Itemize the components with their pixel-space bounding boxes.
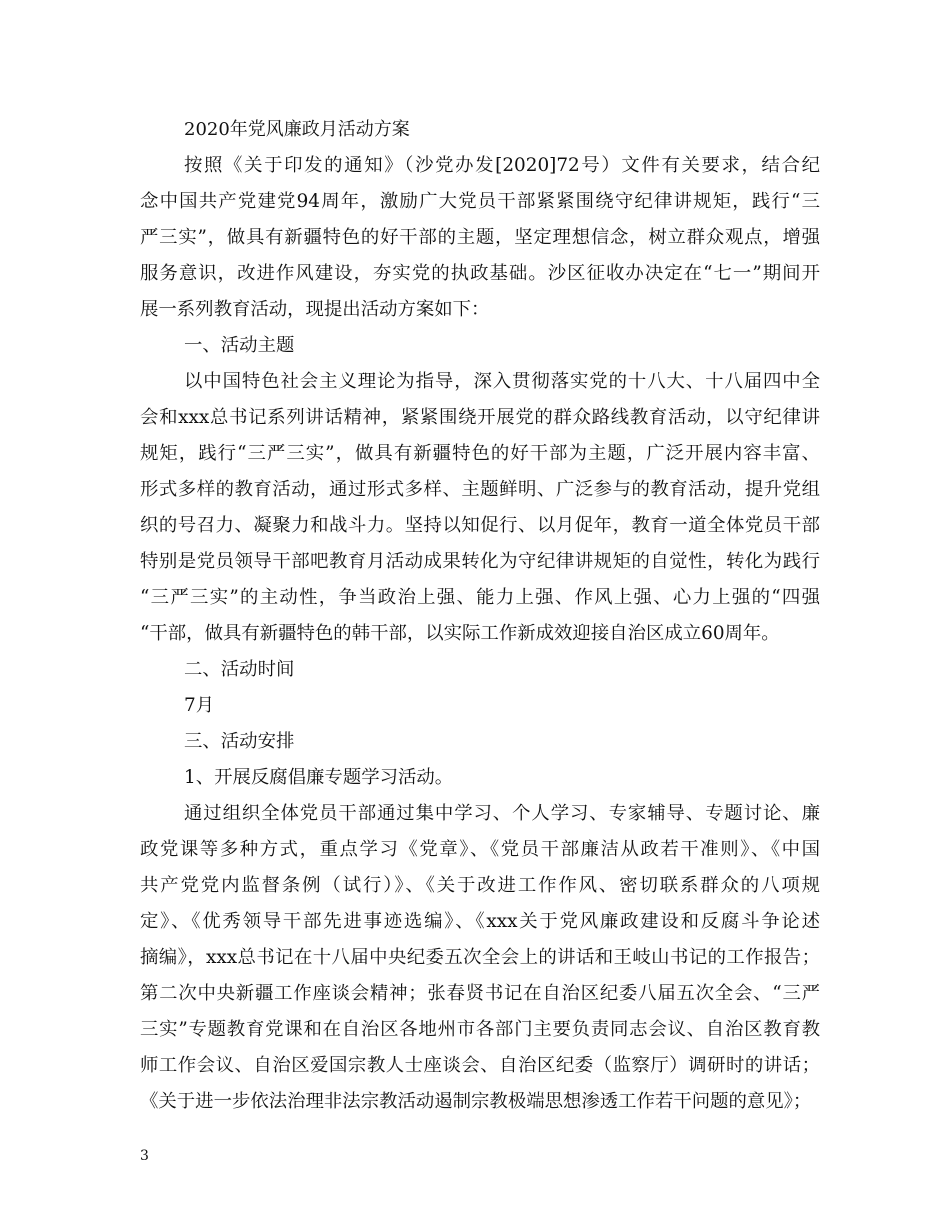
paragraph-line: 形式多样的教育活动，通过形式多样、主题鲜明、广泛参与的教育活动，提升党组	[140, 479, 820, 500]
paragraph-line: 规矩，践行“三严三实”，做具有新疆特色的好干部为主题，广泛开展内容丰富、	[140, 443, 820, 464]
paragraph-line: 念中国共产党建党94周年，激励广大党员干部紧紧围绕守纪律讲规矩，践行“三	[140, 191, 820, 212]
paragraph-line: 《关于进一步依法治理非法宗教活动遏制宗教极端思想渗透工作若干问题的意见》；	[140, 1091, 812, 1112]
paragraph-line: “三严三实”的主动性，争当政治上强、能力上强、作风上强、心力上强的“四强	[140, 587, 820, 608]
paragraph-line: 会和xxx总书记系列讲话精神，紧紧围绕开展党的群众路线教育活动，以守纪律讲	[140, 407, 820, 428]
paragraph-line: 共产党党内监督条例（试行）》、《关于改进工作作风、密切联系群众的八项规	[140, 875, 820, 896]
paragraph-line: 织的号召力、凝聚力和战斗力。坚持以知促行、以月促年，教育一道全体党员干部	[140, 515, 820, 536]
paragraph-line: 特别是党员领导干部吧教育月活动成果转化为守纪律讲规矩的自觉性，转化为践行	[140, 551, 820, 572]
section-heading: 三、活动安排	[184, 731, 295, 752]
page-number: 3	[140, 1148, 149, 1164]
paragraph-line: 以中国特色社会主义理论为指导，深入贯彻落实党的十八大、十八届四中全	[184, 371, 820, 392]
subsection-heading: 1、开展反腐倡廉专题学习活动。	[184, 767, 454, 788]
paragraph-line: 定》、《优秀领导干部先进事迹选编》、《xxx关于党风廉政建设和反腐斗争论述	[140, 911, 820, 932]
activity-time: 7月	[184, 695, 215, 716]
paragraph-line: 三实”专题教育党课和在自治区各地州市各部门主要负责同志会议、自治区教育教	[140, 1019, 820, 1040]
paragraph-line: 政党课等多种方式，重点学习《党章》、《党员干部廉洁从政若干准则》、《中国	[140, 839, 820, 860]
paragraph-line: 展一系列教育活动，现提出活动方案如下：	[140, 299, 490, 320]
paragraph-line: 服务意识，改进作风建设，夯实党的执政基础。沙区征收办决定在“七一”期间开	[140, 263, 820, 284]
paragraph-line: “干部，做具有新疆特色的韩干部，以实际工作新成效迎接自治区成立60周年。	[140, 623, 780, 644]
paragraph-line: 严三实”，做具有新疆特色的好干部的主题，坚定理想信念，树立群众观点，增强	[140, 227, 820, 248]
paragraph-line: 第二次中央新疆工作座谈会精神；张春贤书记在自治区纪委八届五次全会、“三严	[140, 983, 820, 1004]
paragraph-line: 通过组织全体党员干部通过集中学习、个人学习、专家辅导、专题讨论、廉	[184, 803, 820, 824]
document-title: 2020年党风廉政月活动方案	[184, 119, 410, 140]
section-heading: 二、活动时间	[184, 659, 295, 680]
paragraph-line: 摘编》，xxx总书记在十八届中央纪委五次全会上的讲话和王岐山书记的工作报告；	[140, 947, 820, 968]
paragraph-line: 师工作会议、自治区爱国宗教人士座谈会、自治区纪委（监察厅）调研时的讲话；	[140, 1055, 820, 1076]
paragraph-line: 按照《关于印发的通知》（沙党办发[2020]72号）文件有关要求，结合纪	[184, 155, 820, 176]
section-heading: 一、活动主题	[184, 335, 295, 356]
